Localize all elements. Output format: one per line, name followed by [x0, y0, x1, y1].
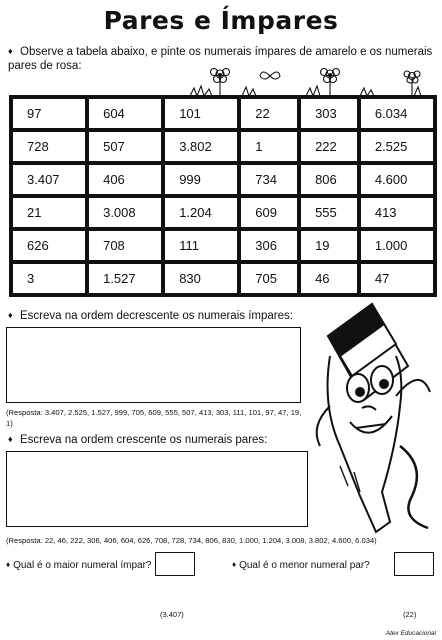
number-cell[interactable]: 46	[299, 262, 359, 295]
number-cell[interactable]: 1.000	[359, 229, 435, 262]
number-cell[interactable]: 728	[11, 130, 87, 163]
table-row	[11, 196, 435, 229]
number-cell[interactable]: 413	[359, 196, 435, 229]
number-cell[interactable]: 19	[299, 229, 359, 262]
page-title: Pares e Ímpares	[103, 6, 339, 35]
number-cell[interactable]: 47	[359, 262, 435, 295]
flower-icon	[321, 69, 340, 97]
largest-odd-answer-key: (3.407)	[160, 610, 184, 619]
instruction-even-ascending	[8, 432, 308, 447]
number-cell[interactable]: 734	[239, 163, 299, 196]
even-numbers-answer-key: (Resposta: 22, 46, 222, 306, 406, 604, 626, 708, 728, 734, 806, 830, 1.000, 1.204, 3.008, 3.802, 4.600, 6.034)	[6, 536, 377, 545]
butterfly-icon	[260, 72, 280, 79]
diamond-bullet-icon: ♦	[8, 46, 13, 56]
odd-numbers-answer-key: (Resposta: 3.407, 2.525, 1.527, 999, 705, 609, 555, 507, 413, 303, 111, 101, 97, 47, 19, 1)	[6, 408, 302, 428]
question-smallest-even	[232, 560, 370, 571]
number-cell[interactable]: 406	[87, 163, 163, 196]
table-row	[11, 163, 435, 196]
flower-icon	[404, 71, 420, 96]
number-cell[interactable]: 555	[299, 196, 359, 229]
number-cell[interactable]: 1.204	[163, 196, 239, 229]
number-cell[interactable]: 111	[163, 229, 239, 262]
number-cell[interactable]: 6.034	[359, 97, 435, 130]
smallest-even-answer-key: (22)	[403, 610, 417, 619]
diamond-bullet-icon: ♦	[8, 310, 13, 320]
number-cell[interactable]: 806	[299, 163, 359, 196]
table-row	[11, 97, 435, 130]
publisher-credit: Atex Educacional	[385, 630, 436, 637]
number-cell[interactable]: 4.600	[359, 163, 435, 196]
number-cell[interactable]: 22	[239, 97, 299, 130]
number-cell[interactable]: 222	[299, 130, 359, 163]
number-cell[interactable]: 97	[11, 97, 87, 130]
number-cell[interactable]: 3.802	[163, 130, 239, 163]
smallest-even-answer-box[interactable]	[394, 552, 434, 576]
flowers-and-grass-illustration	[150, 62, 440, 98]
instruction-odd-descending	[8, 308, 308, 323]
number-cell[interactable]: 507	[87, 130, 163, 163]
number-cell[interactable]: 2.525	[359, 130, 435, 163]
number-cell[interactable]: 705	[239, 262, 299, 295]
number-cell[interactable]: 21	[11, 196, 87, 229]
odd-numbers-answer-box[interactable]	[6, 327, 301, 403]
number-cell[interactable]: 830	[163, 262, 239, 295]
table-row	[11, 229, 435, 262]
diamond-bullet-icon: ♦	[232, 560, 237, 569]
number-cell[interactable]: 1	[239, 130, 299, 163]
instruction-text: Escreva na ordem decrescente os numerais ímpares:	[20, 310, 293, 322]
number-cell[interactable]: 3.407	[11, 163, 87, 196]
number-cell[interactable]: 3	[11, 262, 87, 295]
number-cell[interactable]: 303	[299, 97, 359, 130]
instruction-text: Escreva na ordem crescente os numerais pares:	[20, 434, 268, 446]
even-numbers-answer-box[interactable]	[6, 451, 308, 527]
question-text: Qual é o menor numeral par?	[239, 560, 370, 571]
question-largest-odd	[6, 560, 152, 571]
diamond-bullet-icon: ♦	[6, 560, 11, 569]
largest-odd-answer-box[interactable]	[155, 552, 195, 576]
number-cell[interactable]: 3.008	[87, 196, 163, 229]
diamond-bullet-icon: ♦	[8, 434, 13, 444]
question-text: Qual é o maior numeral ímpar?	[13, 560, 152, 571]
number-cell[interactable]: 708	[87, 229, 163, 262]
number-cell[interactable]: 999	[163, 163, 239, 196]
flower-icon	[211, 69, 230, 97]
number-cell[interactable]: 101	[163, 97, 239, 130]
pencil-character-illustration	[300, 296, 440, 536]
number-cell[interactable]: 306	[239, 229, 299, 262]
table-row	[11, 130, 435, 163]
number-cell[interactable]: 609	[239, 196, 299, 229]
number-cell[interactable]: 626	[11, 229, 87, 262]
numbers-table	[9, 95, 437, 297]
number-cell[interactable]: 1.527	[87, 262, 163, 295]
instruction-text: Observe a tabela abaixo, e pinte os numerais ímpares de amarelo e os numerais pares de rosa:	[8, 46, 433, 72]
table-row	[11, 262, 435, 295]
number-cell[interactable]: 604	[87, 97, 163, 130]
